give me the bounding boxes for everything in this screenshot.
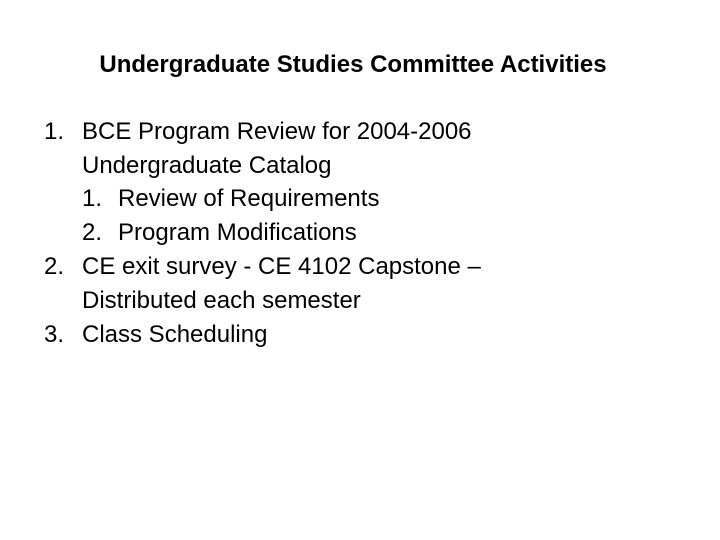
item-3-line-1: Class Scheduling [82,321,268,348]
item-2-line-2: Distributed each semester [82,287,361,314]
item-1-line-2: Undergraduate Catalog [82,152,332,179]
subitem-1-text: Review of Requirements [118,185,380,212]
item-1-number: 1. [44,118,65,145]
item-1-line-1: BCE Program Review for 2004-2006 [82,118,472,145]
subitem-2-number: 2. [82,219,103,246]
item-2-line-1: CE exit survey - CE 4102 Capstone – [82,253,481,280]
subitem-2-text: Program Modifications [118,219,357,246]
item-3-number: 3. [44,321,65,348]
subitem-1-number: 1. [82,185,103,212]
item-2-number: 2. [44,253,65,280]
slide-title: Undergraduate Studies Committee Activities [99,51,607,78]
